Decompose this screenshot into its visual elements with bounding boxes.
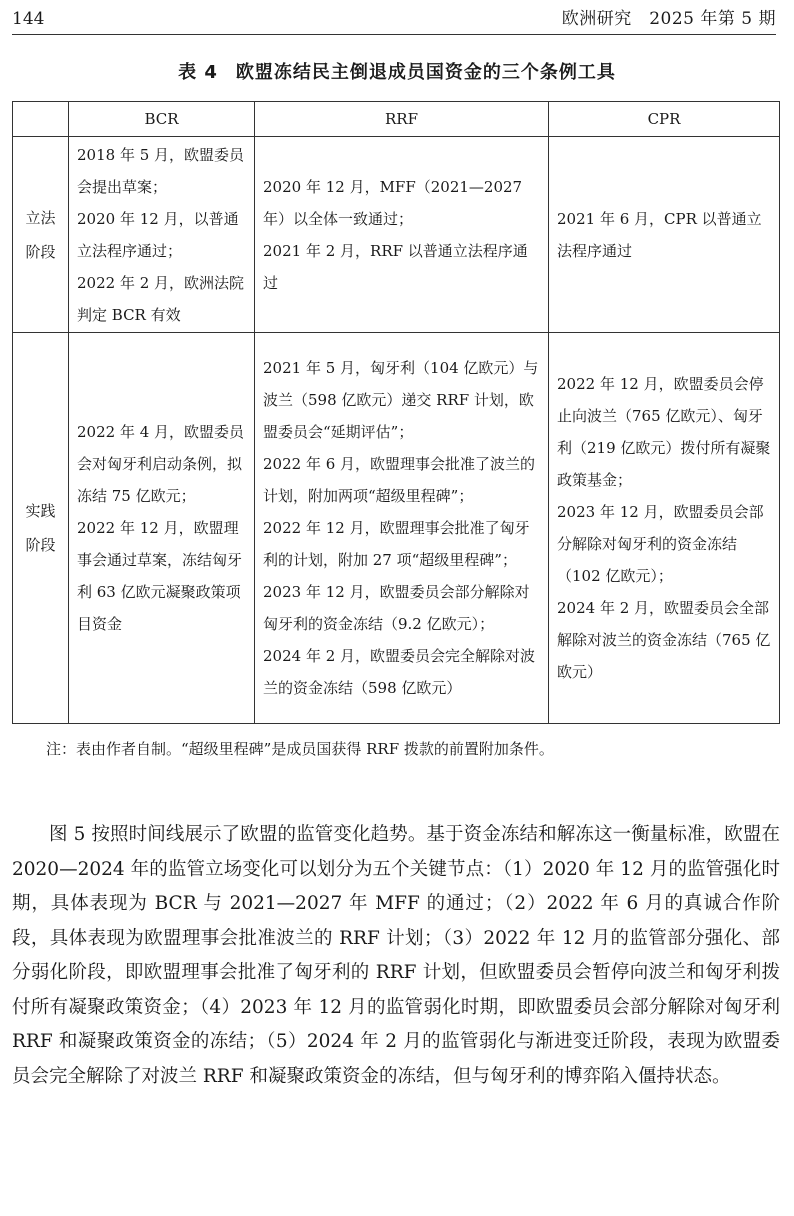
cell-entry: 2018 年 5 月，欧盟委员会提出草案； [77,145,245,196]
bcr-cell [69,137,255,333]
table-header-row [13,102,780,137]
cell-entry: 2024 年 2 月，欧盟委员会全部解除对波兰的资金冻结（765 亿欧元） [557,599,771,681]
cell-entry: 2021 年 6 月，CPR 以普通立法程序通过 [557,209,762,260]
cell-entry: 2022 年 4 月，欧盟委员会对匈牙利启动条例，拟冻结 75 亿欧元； [77,423,245,505]
cpr-cell [549,137,780,333]
running-header [12,4,776,35]
rrf-cell [255,137,549,333]
cell-entry: 2022 年 12 月，欧盟理事会通过草案，冻结匈牙利 63 亿欧元凝聚政策项目资金 [77,519,243,633]
cell-entry: 2022 年 12 月，欧盟委员会停止向波兰（765 亿欧元）、匈牙利（219 亿欧元）拨付所有凝聚政策基金； [557,375,771,489]
header-bcr: BCR [69,102,255,137]
stage-label: 实践阶段 [13,333,69,724]
rrf-cell [255,333,549,724]
cell-entry: 2022 年 12 月，欧盟理事会批准了匈牙利的计划，附加 27 项“超级里程碑”； [263,519,530,569]
regulation-table [12,101,780,724]
header-rrf: RRF [255,102,549,137]
table-note: 注：表由作者自制。“超级里程碑”是成员国获得 RRF 拨款的前置附加条件。 [46,740,554,758]
bcr-cell [69,333,255,724]
table-number: 表 4 [178,62,218,83]
cpr-cell [549,333,780,724]
table-title: 欧盟冻结民主倒退成员国资金的三个条例工具 [235,62,616,83]
table-row [13,333,780,724]
page-number: 144 [12,9,45,29]
table-row [13,137,780,333]
cell-entry: 2021 年 5 月，匈牙利（104 亿欧元）与波兰（598 亿欧元）递交 RRF 计划，欧盟委员会“延期评估”； [263,359,539,441]
cell-entry: 2023 年 12 月，欧盟委员会部分解除对匈牙利的资金冻结（9.2 亿欧元）； [263,583,530,633]
cell-entry: 2023 年 12 月，欧盟委员会部分解除对匈牙利的资金冻结（102 亿欧元）； [557,503,764,585]
cell-entry: 2020 年 12 月，以普通立法程序通过； [77,209,239,260]
stage-label: 立法阶段 [13,137,69,333]
header-empty [13,102,69,137]
cell-entry: 2020 年 12 月，MFF（2021—2027年）以全体一致通过； [263,177,523,228]
cell-entry: 2021 年 2 月，RRF 以普通立法程序通过 [263,241,528,292]
cell-entry: 2022 年 6 月，欧盟理事会批准了波兰的计划，附加两项“超级里程碑”； [263,455,536,505]
header-cpr: CPR [549,102,780,137]
cell-entry: 2024 年 2 月，欧盟委员会完全解除对波兰的资金冻结（598 亿欧元） [263,647,536,697]
body-paragraph: 图 5 按照时间线展示了欧盟的监管变化趋势。基于资金冻结和解冻这一衡量标准，欧盟在 2020—2024 年的监管立场变化可以划分为五个关键节点：（1）2020 年 12 月的监管强化时期，具体表现为 BCR 与 2021—2027 年 MFF 的通过；（2）2022 年 6 月的真诚合作阶段，具体表现为欧盟理事会批准波兰的 RRF 计划；（3）2022 年 12 月的监管部分强化、部分弱化阶段，即欧盟理事会批准了匈牙利的 RRF 计划，但欧盟委员会暂停向波兰和匈牙利拨付所有凝聚政策资金；（4）2023 年 12 月的监管弱化时期，即欧盟委员会部分解除对匈牙利 RRF 和凝聚政策资金的冻结；（5）2024 年 2 月的监管弱化与渐进变迁阶段，表现为欧盟委员会完全解除了对波兰 RRF 和凝聚政策资金的冻结，但与匈牙利的博弈陷入僵持状态。 [12,824,780,1087]
journal-title: 欧洲研究 2025 年第 5 期 [561,9,776,29]
table-caption [0,58,794,84]
cell-entry: 2022 年 2 月，欧洲法院判定 BCR 有效 [77,273,245,324]
